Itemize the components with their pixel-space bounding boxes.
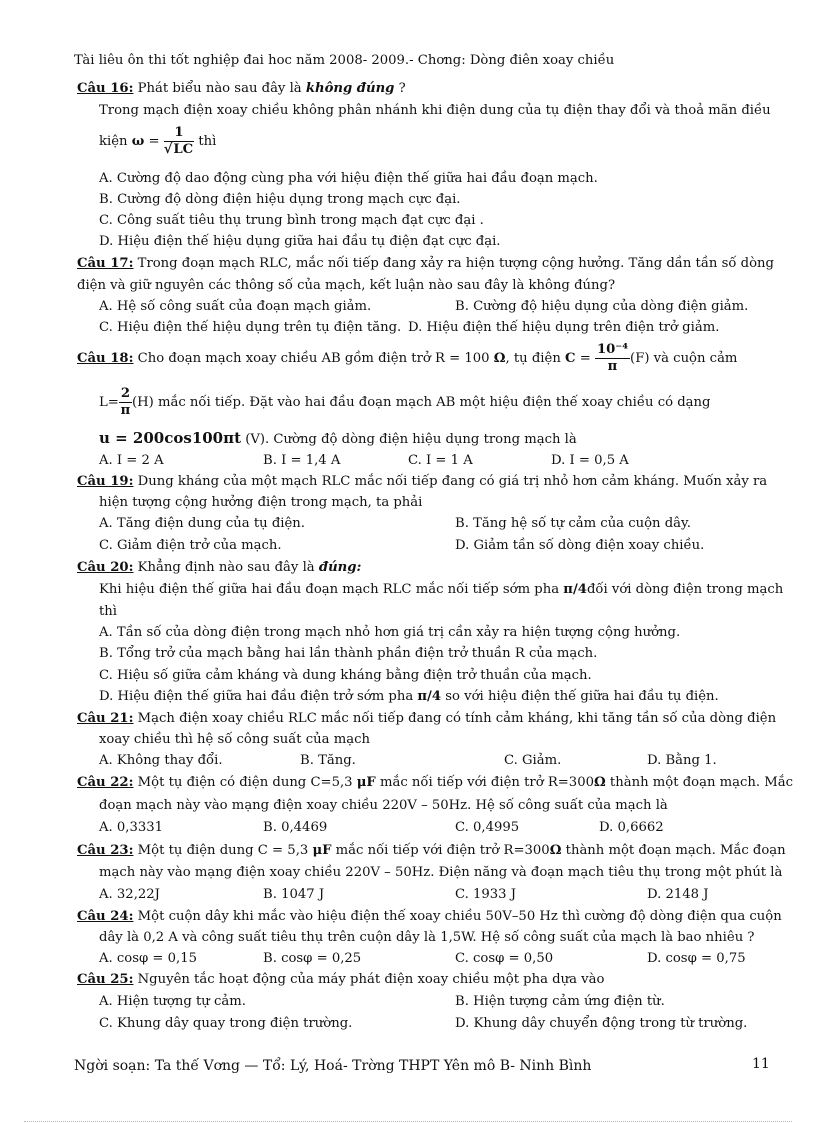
fraction-denominator — [164, 142, 194, 158]
stem-text: ? — [394, 81, 406, 96]
page-header: Tài liêu ôn thi tốt nghiệp đai hoc năm 2008- 2009.- Chơng: Dòng điên xoay chiều — [74, 53, 615, 68]
question-number: Câu 21: — [77, 711, 134, 726]
question-number: Câu 25: — [77, 972, 134, 987]
question-19-line: hiện tượng cộng hưởng điện trong mạch, ta phải — [99, 495, 423, 510]
question-number: Câu 16: — [77, 81, 134, 96]
stem-text: Dung kháng của một mạch RLC mắc nối tiếp đang có giá trị nhỏ hơn cảm kháng. Muốn xảy ra — [133, 474, 768, 489]
phase-value: π/4 — [563, 582, 587, 597]
text: kiện — [99, 134, 132, 149]
microfarad-unit: μF — [312, 843, 332, 858]
option-a: A. Tăng điện dung của tụ điện. — [99, 516, 305, 531]
option-a: A. 0,3331 — [99, 820, 164, 835]
capacitance-symbol: C — [565, 351, 576, 366]
stem-text: đối với dòng điện trong mạch — [586, 582, 784, 597]
option-c: C. Giảm. — [504, 753, 562, 768]
question-18-line — [99, 383, 710, 423]
page-edge-divider — [24, 1121, 792, 1122]
option-b: B. Cường độ dòng điện hiệu dụng trong mạch cực đại. — [99, 192, 461, 207]
question-20-line: thì — [99, 604, 118, 619]
option-c: C. Hiệu số giữa cảm kháng và dung kháng bằng điện trở thuần của mạch. — [99, 668, 592, 683]
question-24-line: dây là 0,2 A và công suất tiêu thụ trên cuộn dây là 1,5W. Hệ số công suất của mạch là bao nhiêu ? — [99, 930, 755, 945]
stem-text: Một cuộn dây khi mắc vào hiệu điện thế xoay chiều 50V–50 Hz thì cường độ dòng điện qua cuộn — [133, 909, 782, 924]
question-number: Câu 24: — [77, 909, 134, 924]
option-d: D. Giảm tần số dòng điện xoay chiều. — [455, 538, 705, 553]
equals: = — [144, 134, 164, 149]
question-number: Câu 18: — [77, 351, 134, 366]
option-a: A. Tần số của dòng điện trong mạch nhỏ hơn giá trị cần xảy ra hiện tượng cộng hưởng. — [99, 625, 681, 640]
question-20-line — [99, 581, 783, 599]
stem-text: thành một đoạn mạch. Mắc đoạn — [561, 843, 786, 858]
option-d: D. 0,6662 — [599, 820, 664, 835]
option-text: so với hiệu điện thế giữa hai đầu tụ điện. — [441, 689, 719, 704]
stem-text: Cho đoạn mạch xoay chiều AB gồm điện trở R = 100 — [133, 351, 494, 366]
fraction-numerator: 10⁻⁴ — [596, 342, 629, 357]
option-d: D. Hiệu điện thế hiệu dụng giữa hai đầu tụ điện đạt cực đại. — [99, 234, 501, 249]
fraction-numerator: 2 — [120, 386, 130, 401]
option-d: D. cosφ = 0,75 — [647, 951, 746, 966]
stem-text: mắc nối tiếp với điện trở R=300 — [375, 775, 594, 790]
fraction — [119, 386, 132, 419]
question-16-stem — [77, 80, 406, 98]
emphasis-text: đúng: — [318, 560, 362, 575]
option-c: C. Hiệu điện thế hiệu dụng trên tụ điện tăng. — [99, 320, 402, 335]
stem-text: Khẳng định nào sau đây là — [133, 560, 319, 575]
page-number: 11 — [752, 1056, 770, 1072]
option-b: B. Cường độ hiệu dụng của dòng điện giảm. — [455, 299, 749, 314]
option-d: D. Khung dây chuyển động trong từ trường. — [455, 1016, 748, 1031]
option-b: B. cosφ = 0,25 — [263, 951, 362, 966]
phase-value: π/4 — [417, 689, 442, 704]
question-21-line: xoay chiều thì hệ số công suất của mạch — [99, 732, 370, 747]
stem-text: Nguyên tắc hoạt động của máy phát điện xoay chiều một pha dựa vào — [133, 972, 605, 987]
question-number: Câu 19: — [77, 474, 134, 489]
question-18-line — [99, 429, 577, 449]
stem-text: , tụ điện — [505, 351, 566, 366]
option-b: B. 0,4469 — [263, 820, 328, 835]
option-c: C. cosφ = 0,50 — [455, 951, 554, 966]
text: thì — [194, 134, 217, 149]
question-19-stem — [77, 473, 767, 491]
question-22-line: đoạn mạch này vào mạng điện xoay chiều 220V – 50Hz. Hệ số công suất của mạch là — [99, 798, 668, 813]
option-c: C. Giảm điện trở của mạch. — [99, 538, 282, 553]
question-23-line: mạch này vào mạng điện xoay chiều 220V – 50Hz. Điện năng và đoạn mạch tiêu thụ trong một phút là — [99, 865, 783, 880]
stem-text: Khi hiệu điện thế giữa hai đầu đoạn mạch RLC mắc nối tiếp sớm pha — [99, 582, 564, 597]
fraction-numerator: 1 — [164, 125, 194, 142]
option-b: B. Tổng trở của mạch bằng hai lần thành phần điện trở thuần R của mạch. — [99, 646, 598, 661]
sqrt-symbol: √ — [163, 142, 173, 157]
stem-text: Một tụ điện dung C = 5,3 — [133, 843, 313, 858]
option-text: D. Hiệu điện thế giữa hai đầu điện trở sớm pha — [99, 689, 418, 704]
option-a: A. I = 2 A — [99, 453, 164, 468]
question-18-stem — [77, 338, 737, 380]
question-16-line: Trong mạch điện xoay chiều không phân nhánh khi điện dung của tụ điện thay đổi và thoả mãn điều — [99, 103, 771, 118]
stem-text: Phát biểu nào sau đây là — [133, 81, 306, 96]
stem-text: (F) và cuộn cảm — [630, 351, 738, 366]
sqrt-content: LC — [173, 142, 194, 157]
question-25-stem — [77, 971, 604, 989]
option-d: D. Hiệu điện thế hiệu dụng trên điện trở giảm. — [408, 320, 720, 335]
question-23-stem — [77, 842, 786, 860]
stem-text: (H) mắc nối tiếp. Đặt vào hai đầu đoạn mạch AB một hiệu điện thế xoay chiều có dạng — [132, 395, 711, 410]
option-a: A. Hệ số công suất của đoạn mạch giảm. — [99, 299, 372, 314]
question-21-stem — [77, 710, 776, 728]
stem-text: mắc nối tiếp với điện trở R=300 — [331, 843, 550, 858]
option-b: B. I = 1,4 A — [263, 453, 341, 468]
option-c: C. I = 1 A — [408, 453, 473, 468]
equals: = — [575, 351, 595, 366]
question-number: Câu 23: — [77, 843, 134, 858]
page-footer: Ngời soạn: Ta thế Vơng — Tổ: Lý, Hoá- Trờng THPT Yên mô B- Ninh Bình — [74, 1058, 592, 1074]
question-16-formula-line — [99, 124, 216, 160]
option-b: B. Tăng. — [300, 753, 356, 768]
ohm-symbol: Ω — [549, 843, 562, 858]
option-b: B. Tăng hệ số tự cảm của cuộn dây. — [455, 516, 691, 531]
stem-text: Trong đoạn mạch RLC, mắc nối tiếp đang xảy ra hiện tượng cộng hưởng. Tăng dần tần số dòng — [133, 256, 774, 271]
fraction-denominator: π — [607, 359, 618, 374]
ohm-symbol: Ω — [493, 351, 506, 366]
fraction — [164, 125, 194, 158]
question-20-stem — [77, 559, 361, 577]
question-22-stem — [77, 774, 793, 792]
question-17-stem — [77, 255, 774, 273]
option-d: D. 2148 J — [647, 887, 709, 902]
option-a: A. Hiện tượng tự cảm. — [99, 994, 246, 1009]
ohm-symbol: Ω — [593, 775, 606, 790]
question-number: Câu 22: — [77, 775, 134, 790]
option-c: C. Công suất tiêu thụ trung bình trong mạch đạt cực đại . — [99, 213, 484, 228]
option-c: C. Khung dây quay trong điện trường. — [99, 1016, 353, 1031]
option-d: D. Bằng 1. — [647, 753, 717, 768]
stem-text: Một tụ điện có điện dung C=5,3 — [133, 775, 357, 790]
option-a: A. Không thay đổi. — [99, 753, 223, 768]
omega-symbol: ω — [131, 134, 145, 149]
question-number: Câu 17: — [77, 256, 134, 271]
question-17-line: điện và giữ nguyên các thông số của mạch, kết luận nào sau đây là không đúng? — [77, 278, 616, 293]
emphasis-text: không đúng — [305, 81, 395, 96]
option-b: B. Hiện tượng cảm ứng điện từ. — [455, 994, 665, 1009]
option-a: A. cosφ = 0,15 — [99, 951, 198, 966]
stem-text: thành một đoạn mạch. Mắc — [605, 775, 794, 790]
voltage-expression: u = 200cos100πt — [99, 429, 242, 447]
option-a: A. Cường độ dao động cùng pha với hiệu điện thế giữa hai đầu đoạn mạch. — [99, 171, 598, 186]
option-c: C. 0,4995 — [455, 820, 520, 835]
question-24-stem — [77, 908, 782, 926]
option-c: C. 1933 J — [455, 887, 517, 902]
inductance-symbol: L= — [99, 395, 119, 410]
option-a: A. 32,22J — [99, 887, 160, 902]
fraction — [595, 342, 630, 375]
microfarad-unit: μF — [356, 775, 376, 790]
option-d — [99, 688, 719, 706]
fraction-denominator: π — [120, 403, 131, 418]
stem-text: (V). Cường độ dòng điện hiệu dụng trong mạch là — [241, 432, 577, 447]
stem-text: Mạch điện xoay chiều RLC mắc nối tiếp đang có tính cảm kháng, khi tăng tần số của dòng điện — [133, 711, 777, 726]
question-number: Câu 20: — [77, 560, 134, 575]
option-b: B. 1047 J — [263, 887, 325, 902]
option-d: D. I = 0,5 A — [551, 453, 629, 468]
